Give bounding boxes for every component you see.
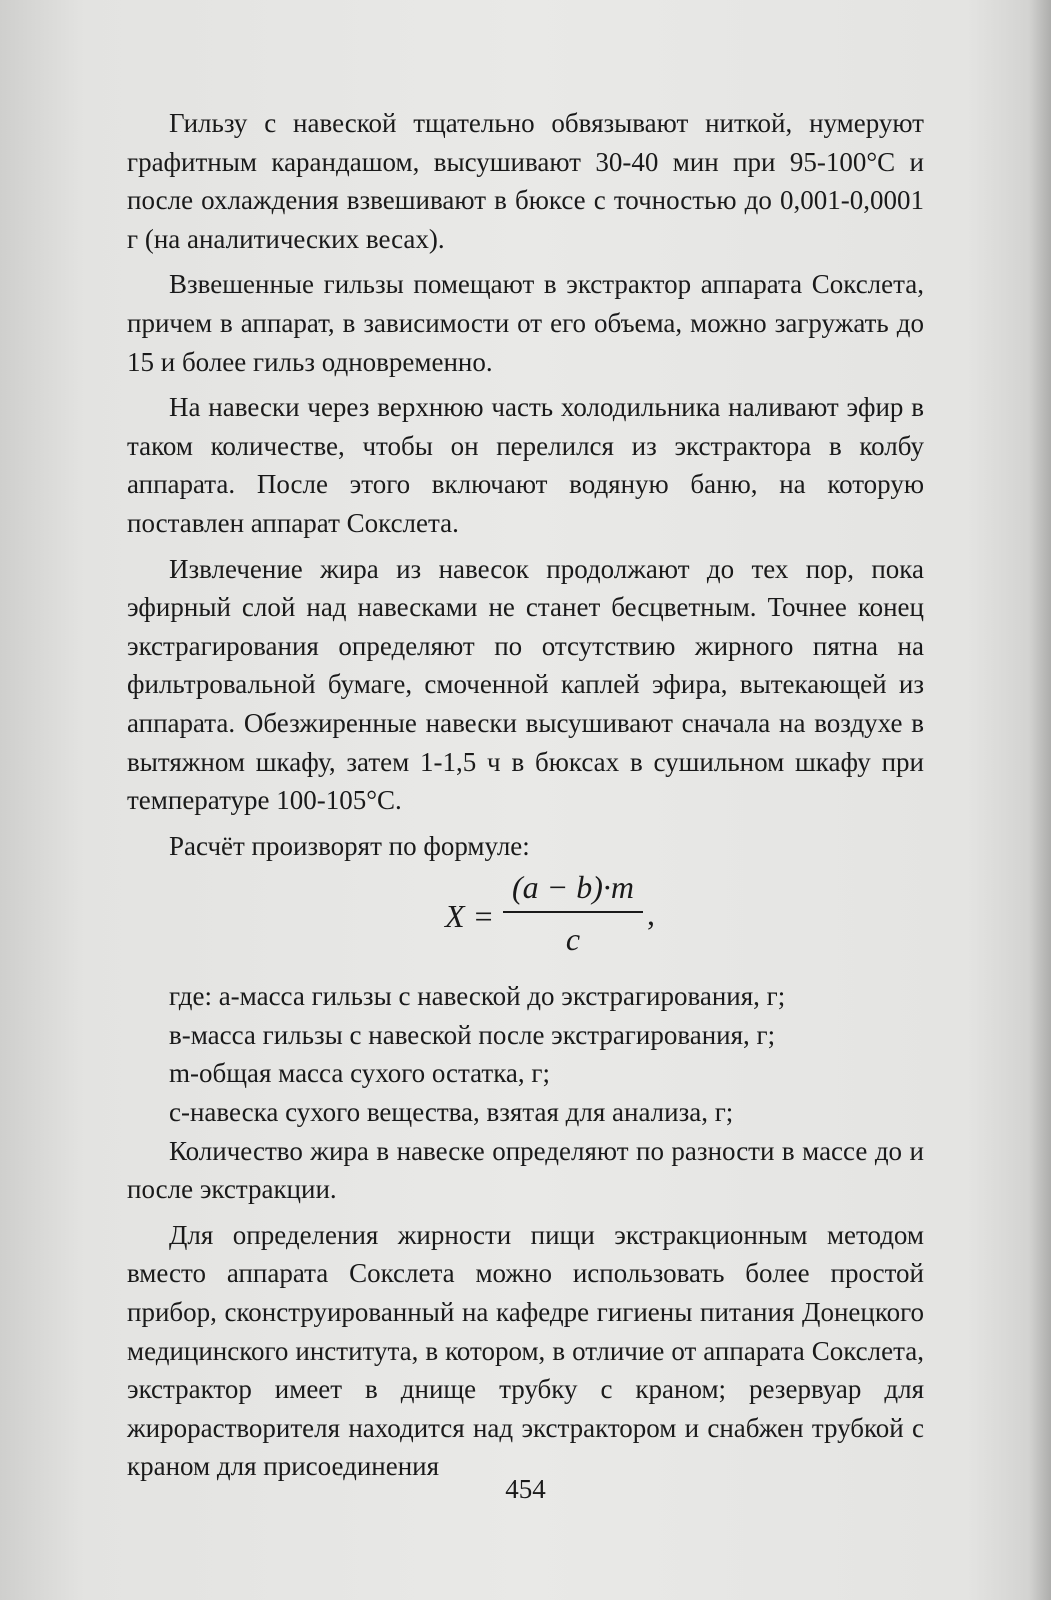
- formula: [127, 865, 924, 977]
- legend-m: m-общая масса сухого остатка, г;: [169, 1058, 550, 1089]
- legend-c: с-навеска сухого вещества, взятая для анализа, г;: [169, 1097, 734, 1128]
- paragraph-7: Для определения жирности пищи экстракционным методом вместо аппарата Сокслета можно использовать более простой прибор, сконструированный на кафедре гигиены питания Донецкого медицинского института, в котором, в отличие от аппарата Сокслета, экстрактор имеет в днище трубку с краном; резервуар для жирорастворителя находится над экстрактором и снабжен трубкой с краном для присоединения: [127, 1219, 924, 1482]
- paragraph-4: Извлечение жира из навесок продолжают до тех пор, пока эфирный слой над навесками не станет бесцветным. Точнее конец экстрагирования определяют по отсутствию жирного пятна на фильтровальной бумаге, смоченной каплей эфира, вытекающей из аппарата. Обезжиренные навески высушивают сначала на воздухе в вытяжном шкафу, затем 1-1,5 ч в бюксах в сушильном шкафу при температуре 100-105°С.: [127, 553, 924, 816]
- fraction-bar: [503, 911, 643, 913]
- formula-numerator: (a − b)·m: [511, 869, 634, 906]
- page-body: [127, 104, 924, 1493]
- paragraph-1: Гильзу с навеской тщательно обвязывают ниткой, нумеруют графитным карандашом, высушивают 30-40 мин при 95-100°С и после охлаждения взвешивают в бюксе с точностью до 0,001-0,0001 г (на аналитических весах).: [127, 108, 924, 254]
- paragraph-3: На навески через верхнюю часть холодильника наливают эфир в таком количестве, чтобы он перелился из экстрактора в колбу аппарата. После этого включают водяную баню, на которую поставлен аппарат Сокслета.: [127, 392, 924, 538]
- legend-a: где: а-масса гильзы с навеской до экстрагирования, г;: [169, 981, 786, 1012]
- formula-denominator: c: [565, 921, 581, 958]
- formula-lhs: X =: [445, 898, 495, 935]
- paragraph-6: Количество жира в навеске определяют по разности в массе до и после экстракции.: [127, 1135, 924, 1205]
- formula-intro: Расчёт произворят по формуле:: [169, 830, 530, 861]
- paragraph-2: Взвешенные гильзы помещают в экстрактор аппарата Сокслета, причем в аппарат, в зависимости от его объема, можно загружать до 15 и более гильз одновременно.: [127, 269, 924, 377]
- formula-fraction: [503, 865, 643, 961]
- formula-comma: ,: [647, 896, 655, 933]
- legend-b: в-масса гильзы с навеской после экстрагирования, г;: [169, 1019, 776, 1050]
- page-number: 454: [505, 1474, 546, 1504]
